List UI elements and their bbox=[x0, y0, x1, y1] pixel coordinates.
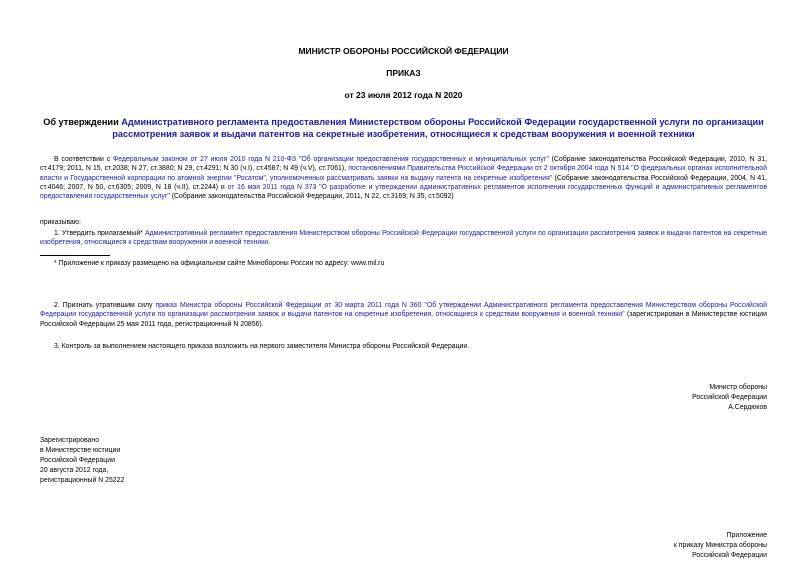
item-2-text-2: (зарегистрирован в Министерстве юстиции Российской Федерации 25 мая 2011 года, регистрационный N 20856). bbox=[40, 311, 767, 328]
doc-type-heading: ПРИКАЗ bbox=[386, 68, 421, 78]
federal-law-link[interactable]: Федеральным законом от 27 июля 2010 года N 210-ФЗ "Об организации предоставления государственных и муниципальных услуг" bbox=[112, 156, 549, 163]
registration-block bbox=[40, 436, 124, 486]
preamble-text-1: В соответствии с bbox=[54, 156, 113, 163]
appendix-line-2: к приказу Министра обороны bbox=[673, 542, 767, 549]
preamble-text-2: (Собрание законодательства Российской Федерации, 2010, N 31, ст.4179; 2011, N 15, ст.2038; N 27, ст.3880; N 29, ст.4291; N 30 (ч.I), ст.4587; N 49 (ч.V), ст.7061), bbox=[40, 156, 768, 173]
decree-373-link[interactable]: от 16 мая 2011 года N 373 "О разработке и утверждении административных регламентов исполнения государственных функций и административных регламентов предоставления государственных услуг" bbox=[40, 183, 767, 201]
signature-line-2: Российской Федерации bbox=[692, 394, 767, 401]
preamble-text-3: (Собрание законодательства Российской Федерации, 2004, N 41, ст.4046; 2007, N 50, ст.6305; 2009, N 18 (ч.II), ст.2244) и bbox=[40, 174, 767, 191]
preamble-text-4: (Собрание законодательства Российской Федерации, 2011, N 22, ст.3169; N 35, ст.5092) bbox=[169, 193, 454, 201]
title-link[interactable]: Административного регламента предоставления Министерством обороны Российской Федерации государственной услуги по организации рассмотрения заявок и выдачи патентов на секретные изобретения, относящиеся к средствам вооружения и военной техники bbox=[112, 117, 764, 139]
signature-line-1: Министр обороны bbox=[709, 384, 767, 391]
order-360-link[interactable]: приказ Министра обороны Российской Федерации от 30 марта 2011 года N 360 "Об утверждении Административного регламента предоставления Министерством обороны Российской Федерации государственной услуги по организации рассмотрения заявок и выдачи патентов на секретные изобретения, относящиеся к средствам вооружения и военной техники" bbox=[40, 302, 767, 319]
appendix-line-3: Российской Федерации bbox=[692, 552, 767, 559]
item-1-text-2: . bbox=[268, 239, 271, 247]
registration-line-2: в Министерстве юстиции bbox=[40, 447, 121, 454]
footnote: * Приложение к приказу размещено на официальном сайте Минобороны России по адресу: www.mil.ru bbox=[54, 260, 385, 267]
title-prefix: Об утверждении bbox=[43, 117, 122, 127]
item-3-text: 3. Контроль за выполнением настоящего приказа возложить на первого заместителя Министра обороны Российской Федерации. bbox=[54, 343, 470, 350]
item-2-paragraph bbox=[40, 301, 767, 329]
order-word: приказываю: bbox=[40, 219, 81, 226]
item-2-text-1: 2. Признать утратившим силу bbox=[54, 302, 156, 309]
appendix-line-1: Приложение bbox=[726, 532, 767, 539]
preamble-paragraph bbox=[40, 155, 767, 201]
regulation-link[interactable]: Административный регламент предоставления Министерством обороны Российской Федерации государственной услуги по организации рассмотрения заявок и выдачи патентов на секретные изобретения, относящиеся к средствам вооружения и военной техники bbox=[40, 230, 768, 247]
date-number-heading: от 23 июля 2012 года N 2020 bbox=[344, 90, 463, 100]
registration-line-1: Зарегистрировано bbox=[40, 437, 100, 444]
item-1-paragraph bbox=[40, 229, 767, 248]
footnote-separator bbox=[40, 255, 110, 256]
signature-line-3: А.Сердюков bbox=[728, 404, 767, 411]
government-decree-link[interactable]: постановлениями Правительства Российской Федерации от 2 октября 2004 года N 514 "О федеральных органах исполнительной власти и Государственной корпорации по атомной энергии "Росатом", уполномоченных рассматривать заявки на выдачу патента на секретные изобретения" bbox=[40, 165, 767, 182]
item-1-text-1: 1. Утвердить прилагаемый* bbox=[54, 230, 146, 237]
ministry-heading: МИНИСТР ОБОРОНЫ РОССИЙСКОЙ ФЕДЕРАЦИИ bbox=[298, 46, 509, 56]
document-title bbox=[40, 116, 767, 140]
signature-block bbox=[692, 383, 767, 413]
registration-line-5: регистрационный N 25222 bbox=[40, 477, 125, 484]
registration-line-3: Российской Федерации bbox=[40, 457, 115, 464]
registration-line-4: 20 августа 2012 года, bbox=[40, 467, 109, 474]
item-3-paragraph bbox=[40, 342, 767, 351]
appendix-block bbox=[674, 531, 767, 561]
